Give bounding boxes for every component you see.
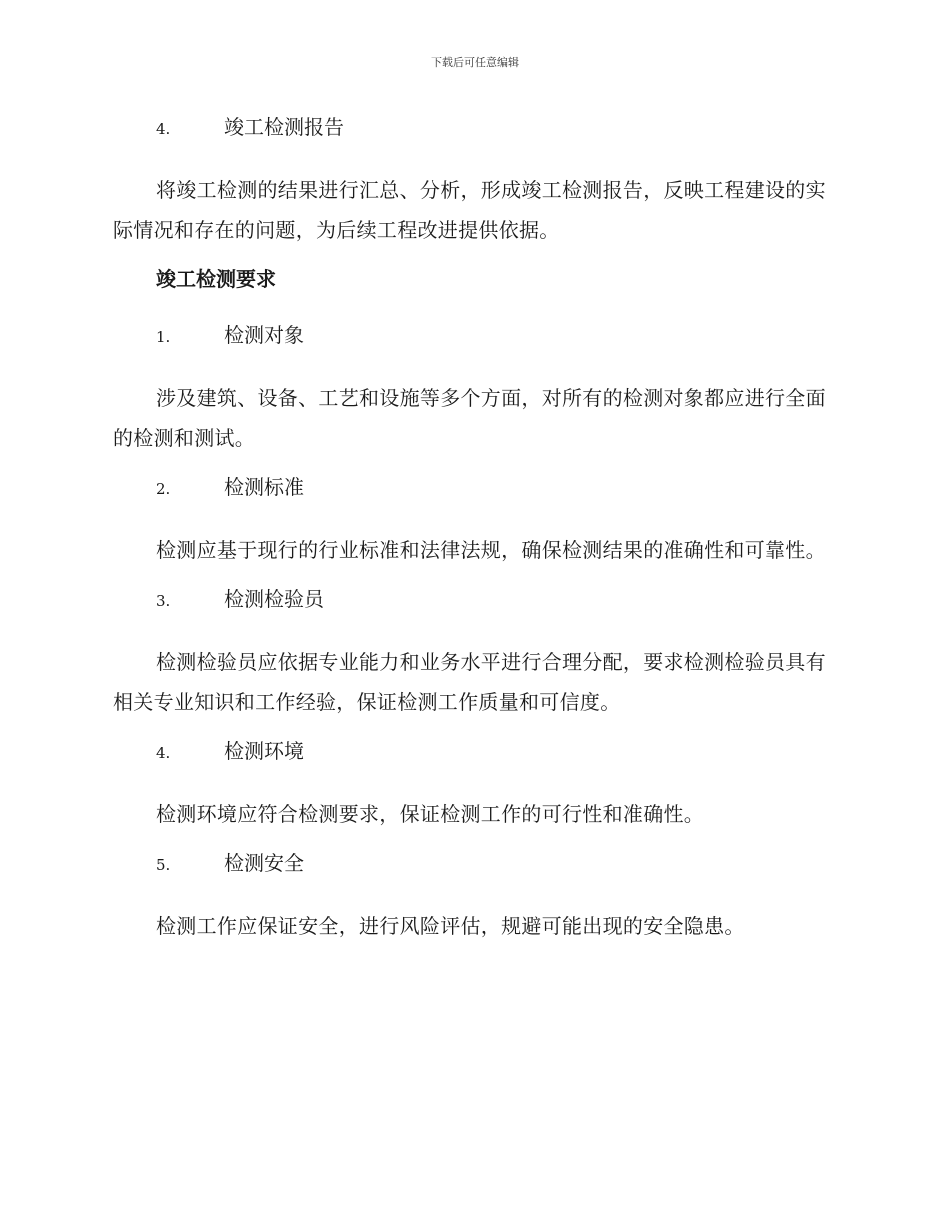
item-title: 竣工检测报告 <box>224 115 344 139</box>
item-heading-4 <box>113 736 833 768</box>
item-title: 检测标准 <box>224 475 304 499</box>
item-heading-report <box>113 112 833 144</box>
item-heading-3 <box>113 584 833 616</box>
item-number: 2. <box>156 480 171 498</box>
item-number: 1. <box>156 328 171 346</box>
item-number: 5. <box>156 856 171 874</box>
item-paragraph: 将竣工检测的结果进行汇总、分析，形成竣工检测报告，反映工程建设的实际情况和存在的问题，为后续工程改进提供依据。 <box>113 178 826 242</box>
item-heading-1 <box>113 320 833 352</box>
item-title: 检测安全 <box>224 851 304 875</box>
item-number: 3. <box>156 592 171 610</box>
item-paragraph: 检测检验员应依据专业能力和业务水平进行合理分配，要求检测检验员具有相关专业知识和工作经验，保证检测工作质量和可信度。 <box>113 650 826 714</box>
item-paragraph: 检测应基于现行的行业标准和法律法规，确保检测结果的准确性和可靠性。 <box>156 538 826 562</box>
page-header-note: 下载后可任意编辑 <box>431 56 519 69</box>
item-paragraph: 检测环境应符合检测要求，保证检测工作的可行性和准确性。 <box>156 802 705 826</box>
item-title: 检测检验员 <box>224 587 324 611</box>
item-title: 检测环境 <box>224 739 304 763</box>
document-body <box>113 112 833 960</box>
item-title: 检测对象 <box>224 323 304 347</box>
item-heading-5 <box>113 848 833 880</box>
item-paragraph: 涉及建筑、设备、工艺和设施等多个方面，对所有的检测对象都应进行全面的检测和测试。 <box>113 386 826 450</box>
item-number: 4. <box>156 120 171 138</box>
item-paragraph: 检测工作应保证安全，进行风险评估，规避可能出现的安全隐患。 <box>156 914 745 938</box>
item-heading-2 <box>113 472 833 504</box>
section-title: 竣工检测要求 <box>156 267 276 291</box>
item-number: 4. <box>156 744 171 762</box>
